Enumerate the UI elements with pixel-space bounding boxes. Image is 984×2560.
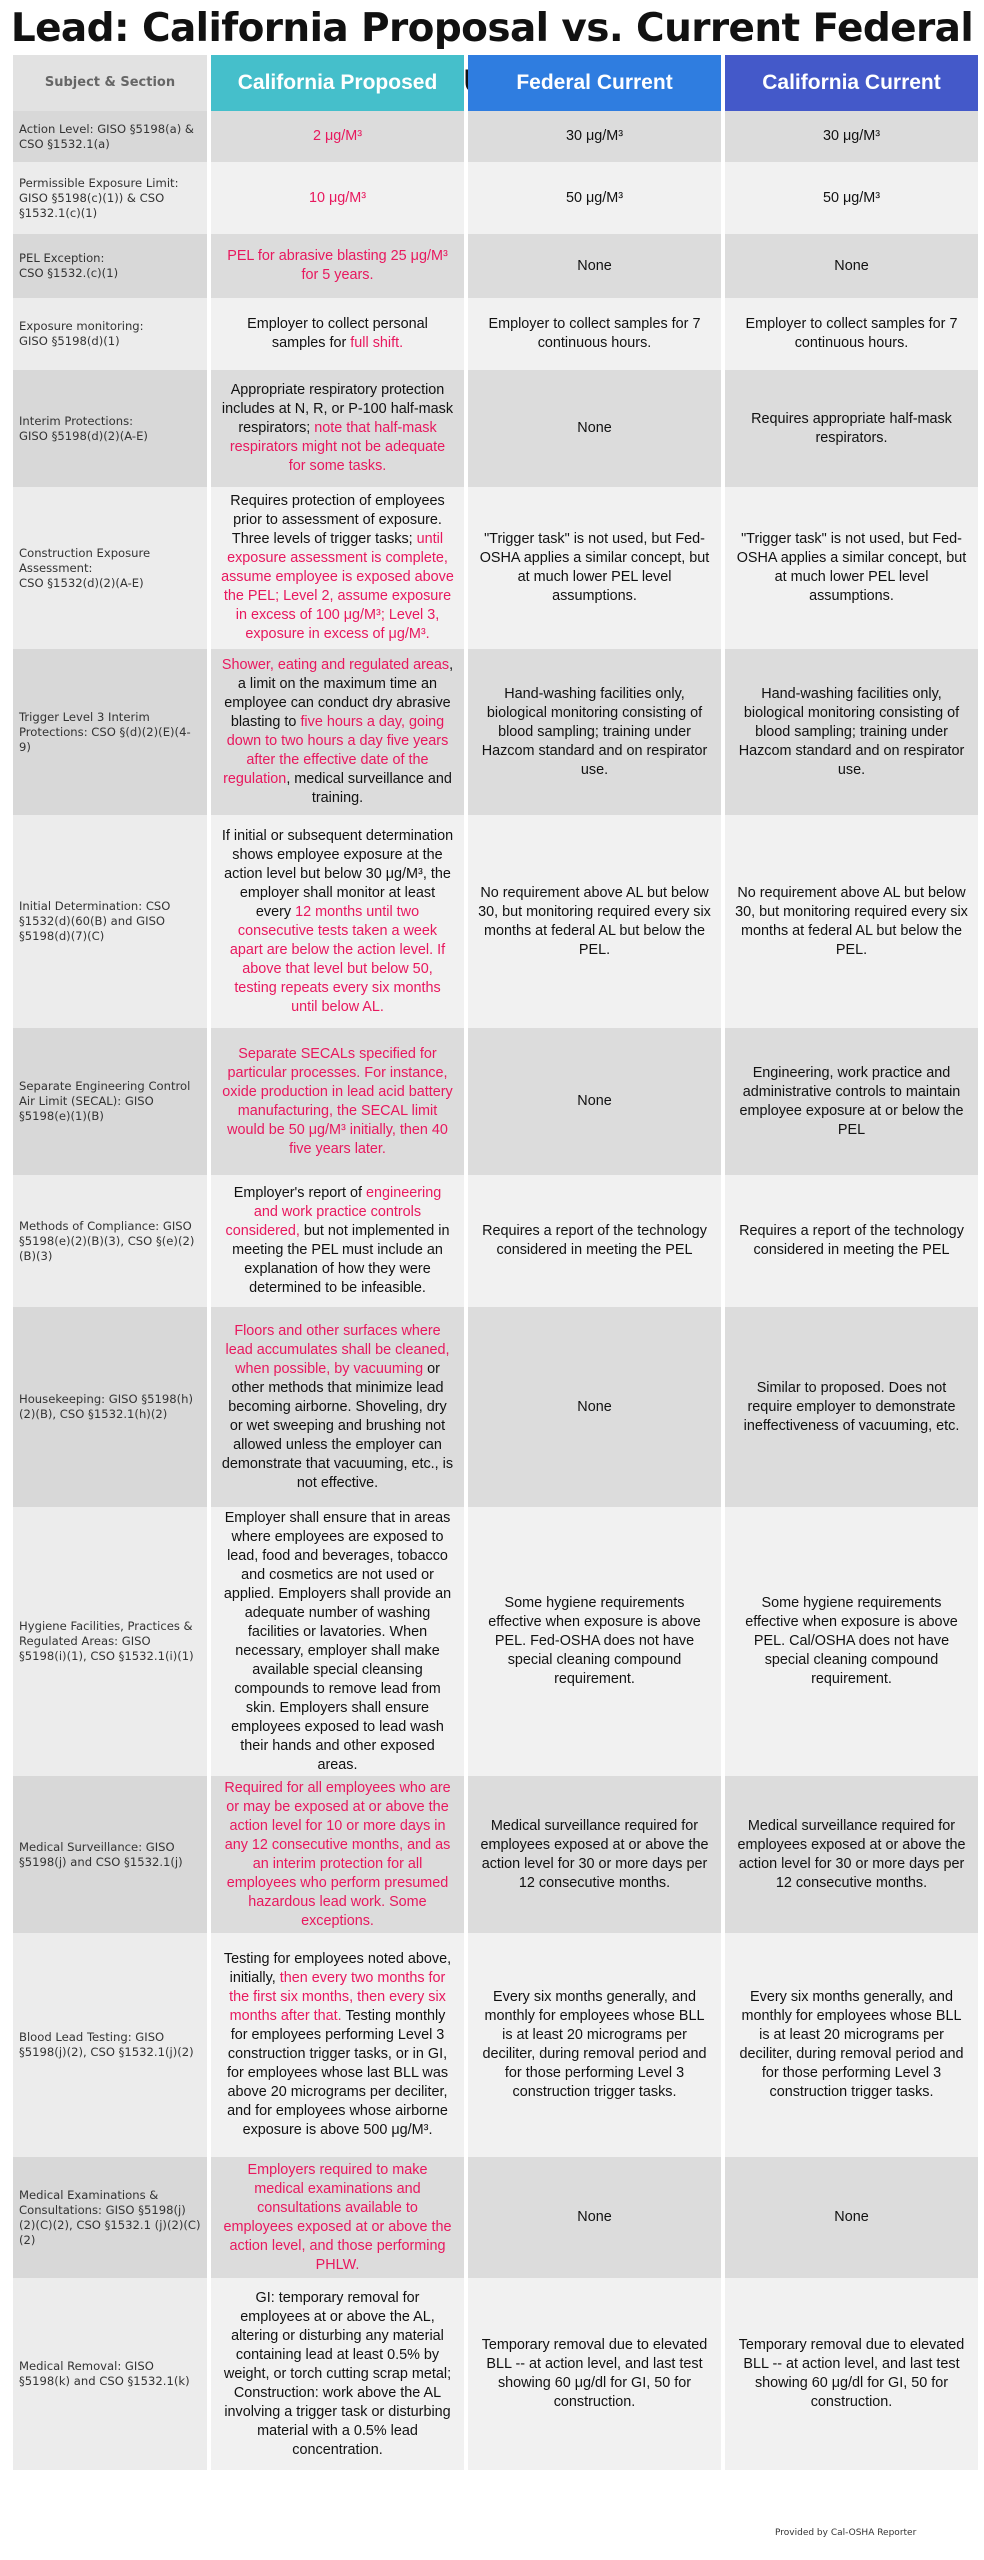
federal-current-text: None — [577, 2209, 612, 2225]
federal-current-cell — [468, 1507, 721, 1776]
california-current-cell — [725, 2157, 978, 2278]
federal-current-text: Medical surveillance required for employees exposed at or above the action level for 30 or more days per 12 consecutive months. — [480, 1817, 709, 1891]
california-current-cell — [725, 2278, 978, 2470]
california-current-cell — [725, 298, 978, 370]
california-proposed-text — [221, 656, 454, 808]
proposed-text-segment: Testing for employees noted above, initially, — [223, 1951, 452, 1986]
subject-cell — [13, 370, 207, 487]
california-current-text: 30 μg/M³ — [822, 128, 881, 144]
california-proposed-cell — [211, 162, 464, 234]
proposed-change-highlight: five hours a day, going down to two hours a day five years after the effective date of the regulation — [223, 714, 449, 787]
california-proposed-text — [221, 2161, 454, 2275]
california-proposed-cell — [211, 1933, 464, 2157]
header-subject: Subject & Section — [13, 55, 207, 111]
subject-text: Initial Determination: CSO §1532(d)(60(B) and GISO §5198(d)(7)(C) — [19, 899, 171, 943]
california-current-cell — [725, 1507, 978, 1776]
california-current-cell — [725, 1028, 978, 1175]
federal-current-cell — [468, 2157, 721, 2278]
federal-current-text: None — [577, 1093, 612, 1109]
proposed-change-highlight: Employers required to make medical examinations and consultations available to employees exposed at or above the action level, and those performing PHLW. — [223, 2161, 452, 2273]
subject-cell — [13, 1028, 207, 1175]
federal-current-text: Hand-washing facilities only, biological monitoring consisting of blood sampling; training under Hazcom standard and on respirator use. — [481, 685, 708, 778]
california-current-cell — [725, 1933, 978, 2157]
subject-cell — [13, 111, 207, 162]
california-current-text: Similar to proposed. Does not require employer to demonstrate ineffectiveness of vacuuming, etc. — [743, 1379, 960, 1434]
proposed-change-highlight: until exposure assessment is complete, assume employee is exposed above the PEL; Level 2, assume exposure in excess of 100 μg/M³; Level 3, exposure in excess of μg/M³. — [221, 531, 454, 642]
subject-cell — [13, 1175, 207, 1307]
california-current-cell — [725, 1175, 978, 1307]
california-current-text: Engineering, work practice and administrative controls to maintain employee exposure at or below the PEL — [739, 1064, 964, 1138]
subject-text: Hygiene Facilities, Practices & Regulated Areas: GISO §5198(i)(1), CSO §1532.1(i)(1) — [19, 1619, 194, 1663]
california-proposed-text — [221, 1509, 454, 1775]
subject-text: Blood Lead Testing: GISO §5198(j)(2), CSO §1532.1(j)(2) — [19, 2030, 194, 2059]
federal-current-text: "Trigger task" is not used, but Fed-OSHA applies a similar concept, but at much lower PEL level assumptions. — [479, 531, 710, 604]
california-proposed-text — [221, 1184, 454, 1298]
california-proposed-text — [309, 189, 366, 208]
proposed-change-highlight: 12 months until two consecutive tests taken a week apart are below the action level. If above that level but below 50, testing repeats every six months until below AL. — [229, 903, 446, 1015]
california-proposed-text — [221, 1045, 454, 1159]
federal-current-text: 30 μg/M³ — [565, 128, 624, 144]
subject-cell — [13, 1307, 207, 1507]
subject-cell — [13, 1776, 207, 1933]
california-current-text: Every six months generally, and monthly for employees whose BLL is at least 20 micrograms per deciliter, during removal period and for those performing Level 3 construction trigger tasks. — [739, 1989, 964, 2100]
subject-cell — [13, 2278, 207, 2470]
federal-current-cell — [468, 162, 721, 234]
subject-text: Separate Engineering Control Air Limit (SECAL): GISO §5198(e)(1)(B) — [19, 1079, 191, 1123]
california-proposed-cell — [211, 1307, 464, 1507]
federal-current-text: No requirement above AL but below 30, but monitoring required every six months at federal AL but below the PEL. — [478, 884, 711, 958]
proposed-text-segment: , medical surveillance and training. — [286, 771, 452, 806]
subject-cell — [13, 815, 207, 1028]
federal-current-text: Temporary removal due to elevated BLL -- at action level, and last test showing 60 μg/dl for GI, 50 for construction. — [481, 2337, 708, 2410]
proposed-change-highlight: Required for all employees who are or may be exposed at or above the action level for 10 or more days in any 12 consecutive months, and as an interim protection for all employees who perform presumed hazardous lead work. Some exceptions. — [224, 1779, 451, 1929]
proposed-text-segment: Employer shall ensure that in areas where employees are exposed to lead, food and beverages, tobacco and cosmetics are not used or applied. Employers shall provide an adequate number of washing facilities or lavatories. When necessary, employer shall make available special cleansing compounds to remove lead from skin. Employers shall ensure employees exposed to lead wash their hands and other exposed areas. — [223, 1509, 452, 1773]
federal-current-cell — [468, 1307, 721, 1507]
federal-current-text: None — [577, 1398, 612, 1415]
subject-cell — [13, 2157, 207, 2278]
california-current-text: Medical surveillance required for employees exposed at or above the action level for 30 or more days per 12 consecutive months. — [737, 1817, 966, 1891]
california-proposed-cell — [211, 1028, 464, 1175]
page-title: Lead: California Proposal vs. Current Federal — [10, 6, 974, 51]
california-proposed-cell — [211, 370, 464, 487]
california-proposed-cell — [211, 298, 464, 370]
header-california-proposed: California Proposed — [211, 55, 464, 111]
federal-current-text: Requires a report of the technology considered in meeting the PEL — [482, 1223, 707, 1258]
federal-current-text: None — [577, 257, 612, 274]
california-proposed-cell — [211, 2278, 464, 2470]
subject-cell — [13, 162, 207, 234]
federal-current-cell — [468, 815, 721, 1028]
subject-text: Medical Examinations & Consultations: GISO §5198(j)(2)(C)(2), CSO §1532.1 (j)(2)(C)(2) — [19, 2187, 201, 2247]
proposed-change-highlight: PEL for abrasive blasting 25 μg/M³ for 5 years. — [227, 248, 448, 283]
proposed-change-highlight: full shift. — [350, 335, 404, 351]
california-proposed-cell — [211, 2157, 464, 2278]
california-current-cell — [725, 487, 978, 649]
california-proposed-text — [221, 247, 454, 285]
proposed-change-highlight: then every two months for the first six months, then every six months after that. — [229, 1970, 446, 2024]
federal-current-text: Employer to collect samples for 7 continuous hours. — [488, 316, 701, 351]
california-proposed-cell — [211, 649, 464, 815]
california-proposed-text — [221, 492, 454, 644]
california-current-text: No requirement above AL but below 30, but monitoring required every six months at federal AL but below the PEL. — [735, 884, 968, 958]
subject-text: Trigger Level 3 Interim Protections: CSO §(d)(2)(E)(4-9) — [19, 709, 191, 754]
california-proposed-cell — [211, 1507, 464, 1776]
california-current-text: Temporary removal due to elevated BLL -- at action level, and last test showing 60 μg/dl for GI, 50 for construction. — [738, 2337, 965, 2410]
california-proposed-text — [313, 127, 362, 146]
california-current-cell — [725, 234, 978, 298]
california-proposed-text — [221, 315, 454, 353]
proposed-text-segment: If initial or subsequent determination shows employee exposure at the action level but below 30 μg/M³, the employer shall monitor at least every — [221, 827, 454, 920]
subject-text: Permissible Exposure Limit: GISO §5198(c)(1)) & CSO §1532.1(c)(1) — [19, 175, 179, 220]
federal-current-cell — [468, 1028, 721, 1175]
proposed-change-highlight: Separate SECALs specified for particular processes. For instance, oxide production in lead acid battery manufacturing, the SECAL limit would be 50 μg/M³ initially, then 40 five years later. — [222, 1045, 453, 1157]
subject-text: Action Level: GISO §5198(a) & CSO §1532.1(a) — [19, 121, 194, 151]
california-current-cell — [725, 649, 978, 815]
federal-current-text: Every six months generally, and monthly for employees whose BLL is at least 20 micrograms per deciliter, during removal period and for those performing Level 3 construction trigger tasks. — [482, 1989, 707, 2100]
california-proposed-text — [221, 1779, 454, 1931]
federal-current-cell — [468, 2278, 721, 2470]
subject-cell — [13, 649, 207, 815]
proposed-change-highlight: 10 μg/M³ — [308, 189, 367, 206]
proposed-change-highlight: 2 μg/M³ — [312, 128, 363, 144]
comparison-table — [13, 55, 978, 2470]
proposed-text-segment: , a limit on the maximum time an employee can conduct dry abrasive blasting to — [224, 657, 454, 730]
subject-text: Methods of Compliance: GISO §5198(e)(2)(B)(3), CSO §(e)(2)(B)(3) — [19, 1218, 195, 1263]
proposed-change-highlight: Shower, eating and regulated areas — [221, 657, 450, 673]
california-proposed-text — [221, 381, 454, 476]
federal-current-cell — [468, 111, 721, 162]
california-proposed-cell — [211, 111, 464, 162]
proposed-text-segment: Testing monthly for employees performing Level 3 construction trigger tasks, or in GI, for employees whose last BLL was above 20 micrograms per deciliter, and for employees whose airborne exposure is above 500 μg/M³. — [226, 2008, 449, 2138]
subject-cell — [13, 298, 207, 370]
california-proposed-text — [221, 1322, 454, 1493]
subject-cell — [13, 487, 207, 649]
proposed-change-highlight: Floors and other surfaces where lead accumulates shall be cleaned, when possible, by vacuuming — [225, 1322, 450, 1377]
subject-text: Housekeeping: GISO §5198(h)(2)(B), CSO §1532.1(h)(2) — [19, 1392, 194, 1421]
proposed-text-segment: or other methods that minimize lead becoming airborne. Shoveling, dry or wet sweeping and brushing not allowed unless the employer can demonstrate that vacuuming, etc., is not effective. — [221, 1360, 454, 1491]
proposed-text-segment: Employer to collect personal samples for — [247, 316, 428, 351]
footer-credit: Provided by Cal-OSHA Reporter — [775, 2528, 917, 2538]
proposed-text-segment: Requires protection of employees prior to assessment of exposure. Three levels of trigger tasks; — [230, 493, 445, 547]
california-current-text: Requires appropriate half-mask respirators. — [751, 410, 952, 446]
california-proposed-cell — [211, 1175, 464, 1307]
federal-current-text: 50 μg/M³ — [565, 189, 624, 206]
california-proposed-cell — [211, 1776, 464, 1933]
proposed-text-segment: Appropriate respiratory protection includes at N, R, or P-100 half-mask respirators; — [221, 382, 454, 436]
proposed-change-highlight: engineering and work practice controls considered, — [225, 1185, 442, 1239]
proposed-text-segment: but not implemented in meeting the PEL must include an explanation of how they were determined to be infeasible. — [232, 1223, 450, 1296]
california-proposed-text — [221, 827, 454, 1017]
federal-current-cell — [468, 234, 721, 298]
subject-text: Interim Protections: GISO §5198(d)(2)(A-E) — [19, 413, 148, 443]
subject-cell — [13, 234, 207, 298]
federal-current-cell — [468, 370, 721, 487]
california-current-cell — [725, 1776, 978, 1933]
california-current-text: Employer to collect samples for 7 continuous hours. — [745, 316, 958, 351]
header-california-current: California Current — [725, 55, 978, 111]
california-current-cell — [725, 1307, 978, 1507]
california-current-cell — [725, 162, 978, 234]
california-current-text: None — [834, 2209, 869, 2225]
federal-current-cell — [468, 298, 721, 370]
federal-current-cell — [468, 1933, 721, 2157]
federal-current-cell — [468, 1175, 721, 1307]
california-current-text: 50 μg/M³ — [822, 189, 881, 206]
subject-text: PEL Exception: CSO §1532.(c)(1) — [19, 251, 119, 280]
california-current-text: Requires a report of the technology considered in meeting the PEL — [739, 1223, 964, 1258]
california-current-text: Some hygiene requirements effective when exposure is above PEL. Cal/OSHA does not have special cleaning compound requirement. — [745, 1595, 958, 1687]
subject-text: Exposure monitoring: GISO §5198(d)(1) — [19, 319, 144, 348]
california-current-cell — [725, 370, 978, 487]
california-proposed-cell — [211, 234, 464, 298]
federal-current-cell — [468, 1776, 721, 1933]
california-proposed-text — [221, 1950, 454, 2140]
subject-text: Construction Exposure Assessment: CSO §1532(d)(2)(A-E) — [19, 545, 151, 590]
california-proposed-cell — [211, 487, 464, 649]
california-proposed-cell — [211, 815, 464, 1028]
federal-current-cell — [468, 649, 721, 815]
california-current-text: "Trigger task" is not used, but Fed-OSHA applies a similar concept, but at much lower PEL level assumptions. — [736, 531, 967, 604]
subject-text: Medical Removal: GISO §5198(k) and CSO §1532.1(k) — [19, 2359, 190, 2388]
california-current-text: Hand-washing facilities only, biological monitoring consisting of blood sampling; training under Hazcom standard and on respirator use. — [738, 685, 965, 778]
california-current-text: None — [834, 257, 869, 274]
subject-cell — [13, 1507, 207, 1776]
proposed-text-segment: Employer's report of — [233, 1185, 367, 1201]
california-current-cell — [725, 815, 978, 1028]
california-current-cell — [725, 111, 978, 162]
federal-current-cell — [468, 487, 721, 649]
subject-cell — [13, 1933, 207, 2157]
california-proposed-text — [221, 2289, 454, 2460]
header-federal-current: Federal Current — [468, 55, 721, 111]
proposed-text-segment: GI: temporary removal for employees at or above the AL, altering or disturbing any material containing lead at least 0.5% by weight, or torch cutting scrap metal; Construction: work above the AL involving a trigger task or disturbing material with a 0.5% lead concentration. — [223, 2289, 452, 2458]
subject-text: Medical Surveillance: GISO §5198(j) and CSO §1532.1(j) — [19, 1839, 183, 1869]
proposed-change-highlight: note that half-mask respirators might not be adequate for some tasks. — [229, 420, 446, 474]
federal-current-text: None — [577, 420, 612, 436]
federal-current-text: Some hygiene requirements effective when exposure is above PEL. Fed-OSHA does not have special cleaning compound requirement. — [488, 1595, 701, 1687]
